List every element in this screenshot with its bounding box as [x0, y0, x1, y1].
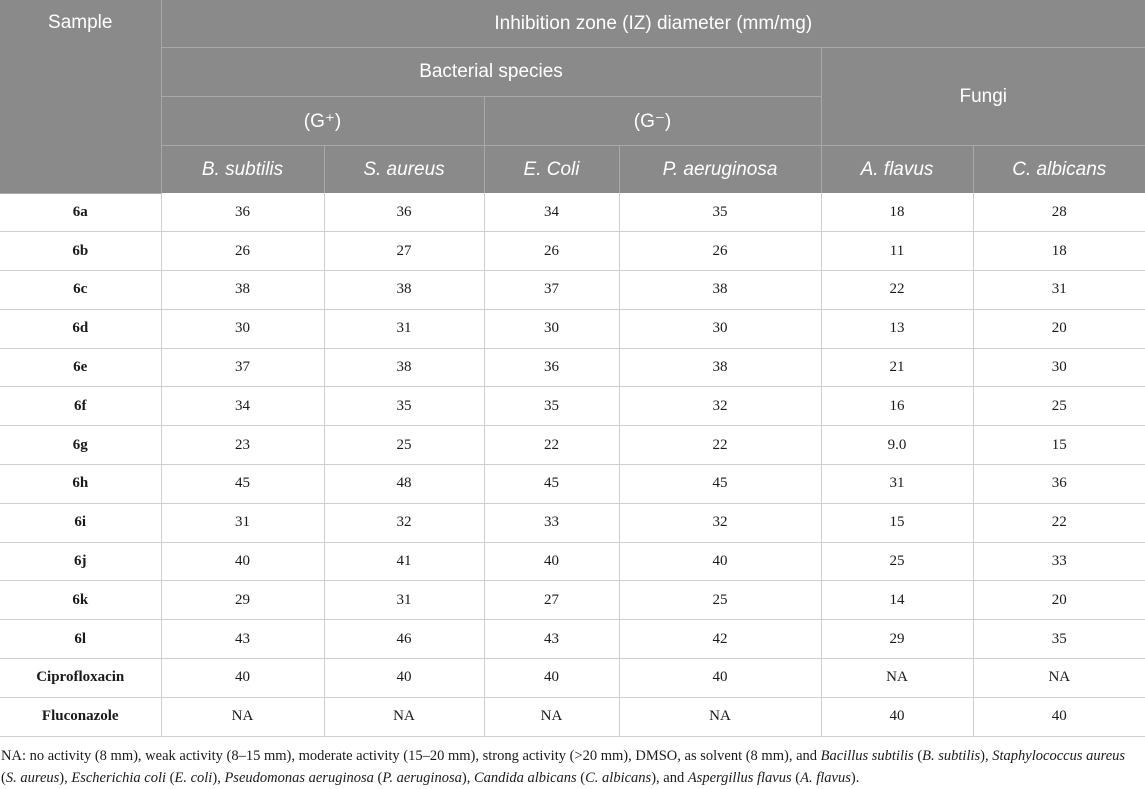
- value-cell: 36: [973, 465, 1145, 504]
- value-cell: 30: [619, 309, 821, 348]
- table-row: [0, 426, 1145, 465]
- value-cell: 40: [161, 542, 324, 581]
- value-cell: NA: [973, 659, 1145, 698]
- sample-cell: 6j: [0, 542, 161, 581]
- sample-cell: 6c: [0, 271, 161, 310]
- table-row: [0, 271, 1145, 310]
- value-cell: 38: [324, 271, 484, 310]
- sample-cell: 6e: [0, 348, 161, 387]
- value-cell: 45: [161, 465, 324, 504]
- value-cell: 11: [821, 232, 973, 271]
- value-cell: 46: [324, 620, 484, 659]
- value-cell: 23: [161, 426, 324, 465]
- table-row: [0, 620, 1145, 659]
- table-row: [0, 387, 1145, 426]
- value-cell: 26: [484, 232, 619, 271]
- value-cell: 25: [821, 542, 973, 581]
- value-cell: 45: [619, 465, 821, 504]
- footnote-species-abbr: S. aureus: [5, 769, 60, 786]
- value-cell: 40: [484, 542, 619, 581]
- footnote-separator: ,: [217, 769, 225, 786]
- value-cell: 26: [161, 232, 324, 271]
- value-cell: 21: [821, 348, 973, 387]
- value-cell: NA: [821, 659, 973, 698]
- value-cell: 28: [973, 193, 1145, 232]
- value-cell: 14: [821, 581, 973, 620]
- table-row: [0, 232, 1145, 271]
- value-cell: 31: [821, 465, 973, 504]
- footnote-species-full: Candida albicans: [473, 769, 577, 786]
- value-cell: 38: [161, 271, 324, 310]
- value-cell: 40: [821, 697, 973, 736]
- value-cell: NA: [484, 697, 619, 736]
- value-cell: 38: [324, 348, 484, 387]
- table-row: [0, 348, 1145, 387]
- value-cell: 30: [161, 309, 324, 348]
- footnote-species-full: Escherichia coli: [71, 769, 167, 786]
- sample-cell: Ciprofloxacin: [0, 659, 161, 698]
- value-cell: 27: [324, 232, 484, 271]
- value-cell: 22: [821, 271, 973, 310]
- footnote-species-full: Aspergillus flavus: [687, 769, 792, 786]
- table-row: [0, 309, 1145, 348]
- value-cell: 25: [324, 426, 484, 465]
- table-row: [0, 193, 1145, 232]
- inhibition-zone-group-header: Inhibition zone (IZ) diameter (mm/mg): [161, 0, 1145, 48]
- value-cell: 32: [324, 503, 484, 542]
- gram-positive-header: (G⁺): [161, 97, 484, 146]
- value-cell: 31: [161, 503, 324, 542]
- value-cell: 35: [324, 387, 484, 426]
- value-cell: 20: [973, 581, 1145, 620]
- value-cell: 33: [973, 542, 1145, 581]
- value-cell: 41: [324, 542, 484, 581]
- footnote-separator: ,: [64, 769, 72, 786]
- fungi-header: Fungi: [821, 48, 1145, 146]
- gram-negative-header: (G⁻): [484, 97, 821, 146]
- footnote-species-abbr: P. aeruginosa: [382, 769, 462, 786]
- species-header-p-aeruginosa: P. aeruginosa: [619, 146, 821, 194]
- table-row: [0, 581, 1145, 620]
- value-cell: 9.0: [821, 426, 973, 465]
- bacterial-species-header: Bacterial species: [161, 48, 821, 97]
- value-cell: 32: [619, 503, 821, 542]
- footnote-separator: ,: [985, 747, 993, 764]
- value-cell: 20: [973, 309, 1145, 348]
- footnote-species-full: Bacillus subtilis: [820, 747, 914, 764]
- value-cell: 27: [484, 581, 619, 620]
- value-cell: 15: [821, 503, 973, 542]
- species-header-e-coli: E. Coli: [484, 146, 619, 194]
- table-row: [0, 697, 1145, 736]
- value-cell: 34: [484, 193, 619, 232]
- value-cell: 40: [973, 697, 1145, 736]
- value-cell: 26: [619, 232, 821, 271]
- sample-cell: 6h: [0, 465, 161, 504]
- sample-column-header: Sample: [0, 0, 161, 193]
- value-cell: 35: [484, 387, 619, 426]
- value-cell: 18: [973, 232, 1145, 271]
- footnote-species-full: Pseudomonas aeruginosa: [224, 769, 374, 786]
- footnote-species-abbr: E. coli: [174, 769, 213, 786]
- value-cell: 32: [619, 387, 821, 426]
- table-row: [0, 542, 1145, 581]
- value-cell: 35: [619, 193, 821, 232]
- sample-cell: 6b: [0, 232, 161, 271]
- sample-cell: 6f: [0, 387, 161, 426]
- value-cell: 38: [619, 348, 821, 387]
- value-cell: 30: [484, 309, 619, 348]
- value-cell: 35: [973, 620, 1145, 659]
- sample-cell: 6l: [0, 620, 161, 659]
- value-cell: 34: [161, 387, 324, 426]
- value-cell: 40: [161, 659, 324, 698]
- footnote-species-full: Staphylococcus aureus: [992, 747, 1126, 764]
- sample-cell: 6i: [0, 503, 161, 542]
- value-cell: 40: [484, 659, 619, 698]
- value-cell: 40: [619, 659, 821, 698]
- table-row: [0, 465, 1145, 504]
- value-cell: 42: [619, 620, 821, 659]
- value-cell: 38: [619, 271, 821, 310]
- table-footnote: NA: no activity (8 mm), weak activity (8–15 mm), moderate activity (15–20 mm), strong activity (>20 mm), DMSO, as solvent (8 mm), and Bacillus subtilis (B. subtilis), Staphylococcus aureus (S. aureus), Escherichia coli (E. coli), Pseudomonas aeruginosa (P. aeruginosa), Candida albicans (C. albicans), and Aspergillus flavus (A. flavus).: [1, 747, 1126, 786]
- value-cell: 30: [973, 348, 1145, 387]
- value-cell: 22: [619, 426, 821, 465]
- value-cell: 13: [821, 309, 973, 348]
- value-cell: 36: [484, 348, 619, 387]
- sample-cell: 6a: [0, 193, 161, 232]
- value-cell: 45: [484, 465, 619, 504]
- table-header: [0, 0, 1145, 193]
- value-cell: 15: [973, 426, 1145, 465]
- value-cell: 43: [484, 620, 619, 659]
- footnote-separator: ,: [466, 769, 474, 786]
- footnote-separator: , and: [656, 769, 688, 786]
- species-header-b-subtilis: B. subtilis: [161, 146, 324, 194]
- value-cell: 31: [973, 271, 1145, 310]
- species-header-a-flavus: A. flavus: [821, 146, 973, 194]
- footnote-species-abbr: C. albicans: [585, 769, 652, 786]
- sample-cell: 6k: [0, 581, 161, 620]
- value-cell: 40: [619, 542, 821, 581]
- table-row: [0, 659, 1145, 698]
- value-cell: 18: [821, 193, 973, 232]
- footnote-species-abbr: A. flavus: [800, 769, 851, 786]
- footnote-species-abbr: B. subtilis: [922, 747, 981, 764]
- table-row: [0, 503, 1145, 542]
- footnote-intro: NA: no activity (8 mm), weak activity (8–15 mm), moderate activity (15–20 mm), strong activity (>20 mm), DMSO, as solvent (8 mm), and: [1, 747, 821, 764]
- value-cell: 16: [821, 387, 973, 426]
- value-cell: 25: [973, 387, 1145, 426]
- species-header-c-albicans: C. albicans: [973, 146, 1145, 194]
- sample-cell: Fluconazole: [0, 697, 161, 736]
- value-cell: 31: [324, 309, 484, 348]
- footnote-separator: .: [855, 769, 860, 786]
- value-cell: 36: [324, 193, 484, 232]
- value-cell: 43: [161, 620, 324, 659]
- value-cell: 36: [161, 193, 324, 232]
- sample-cell: 6g: [0, 426, 161, 465]
- value-cell: 48: [324, 465, 484, 504]
- value-cell: 22: [484, 426, 619, 465]
- value-cell: 37: [484, 271, 619, 310]
- value-cell: NA: [324, 697, 484, 736]
- value-cell: 40: [324, 659, 484, 698]
- value-cell: 25: [619, 581, 821, 620]
- value-cell: 37: [161, 348, 324, 387]
- value-cell: 33: [484, 503, 619, 542]
- value-cell: NA: [161, 697, 324, 736]
- value-cell: 29: [821, 620, 973, 659]
- value-cell: 31: [324, 581, 484, 620]
- value-cell: 22: [973, 503, 1145, 542]
- species-header-s-aureus: S. aureus: [324, 146, 484, 194]
- value-cell: NA: [619, 697, 821, 736]
- value-cell: 29: [161, 581, 324, 620]
- table-body: [0, 193, 1145, 736]
- sample-cell: 6d: [0, 309, 161, 348]
